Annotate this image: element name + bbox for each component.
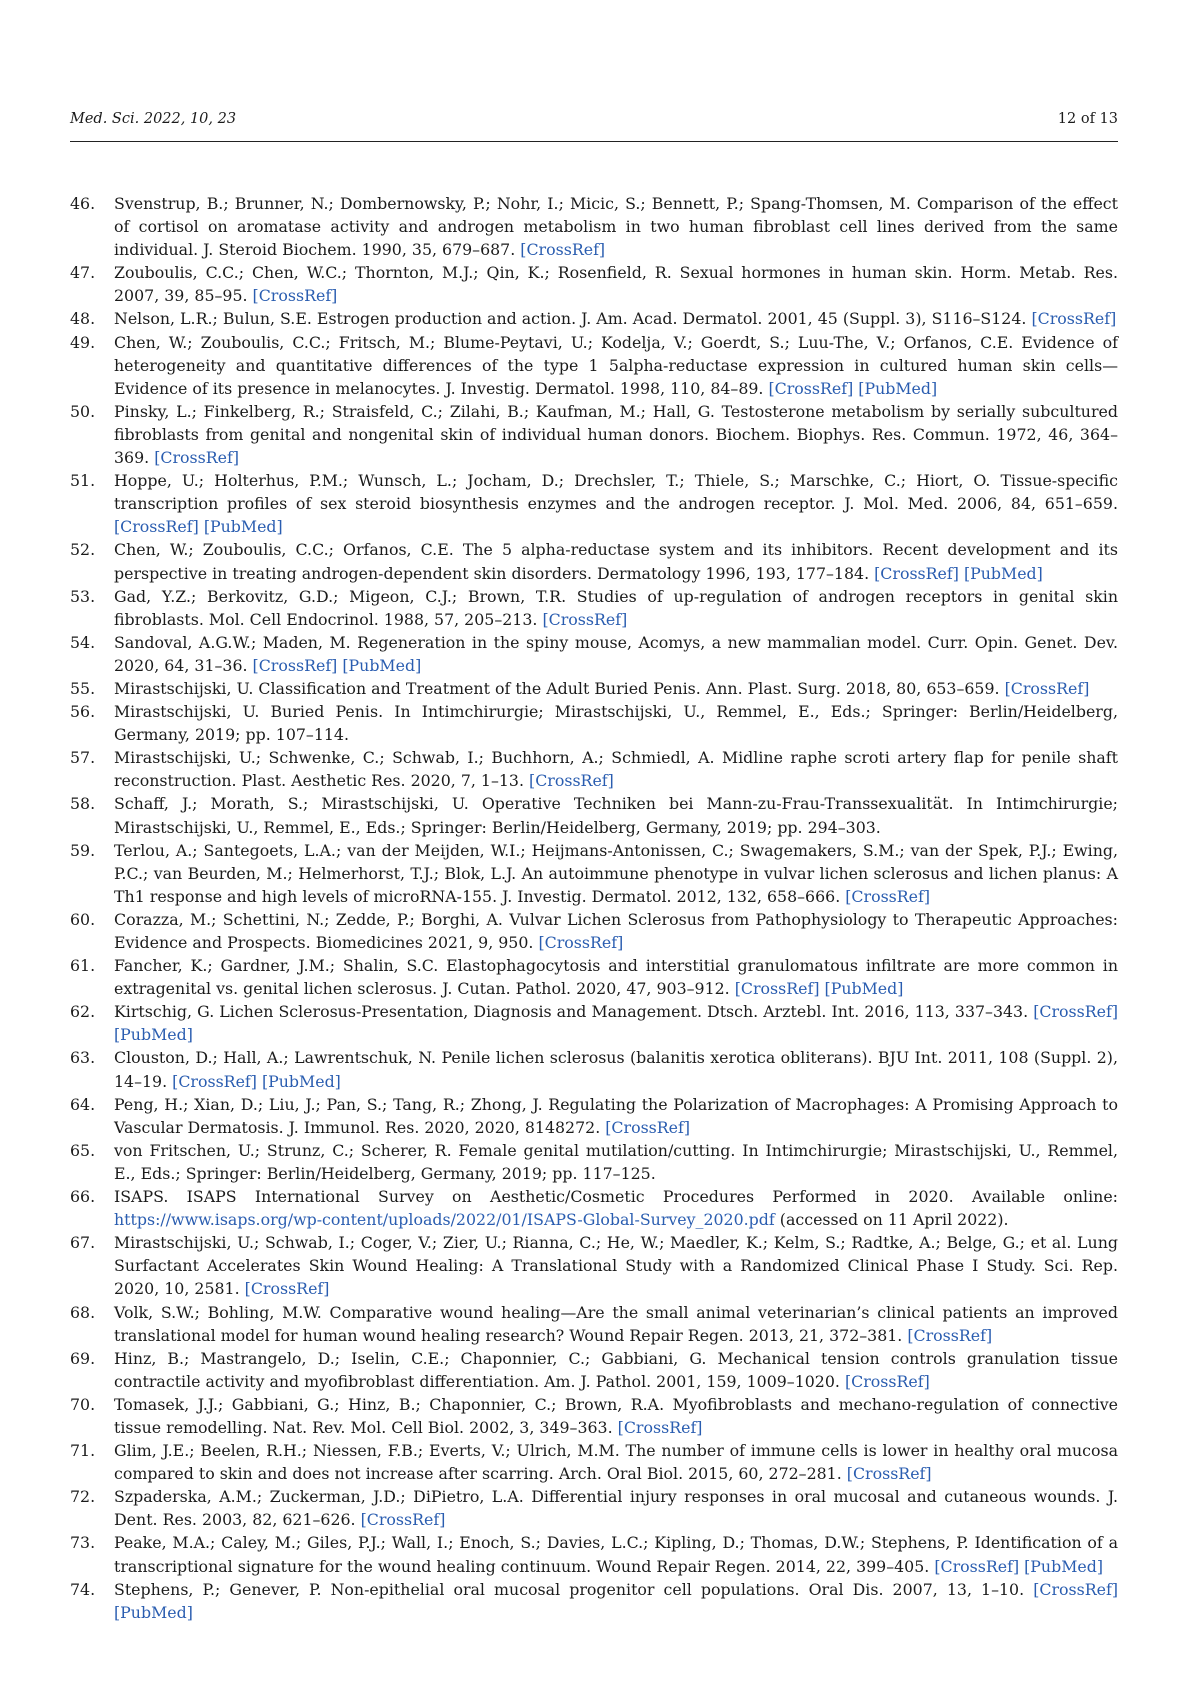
pubmed-link[interactable]: [PubMed] (114, 1602, 193, 1622)
reference-text (114, 585, 1118, 631)
reference-number: 74. (70, 1579, 96, 1599)
reference-citation: Schaff, J.; Morath, S.; Mirastschijski, U. Operative Techniken bei Mann-zu-Frau-Transsexualität. In Intimchirurgie; Mirastschijski, U., Remmel, E., Eds.; Springer: Berlin/Heidelberg, Germany, 2019; pp. 294–303. (114, 794, 1118, 837)
reference-item (70, 908, 1118, 954)
reference-citation: Mirastschijski, U. Buried Penis. In Intimchirurgie; Mirastschijski, U., Remmel, E., Eds.; Springer: Berlin/Heidelberg, Germany, 2019; pp. 107–114. (114, 702, 1118, 745)
reference-number: 63. (70, 1048, 96, 1068)
pubmed-link[interactable]: [PubMed] (342, 655, 422, 675)
crossref-link[interactable]: [CrossRef] (768, 378, 854, 398)
reference-text (114, 700, 1118, 746)
reference-citation: Terlou, A.; Santegoets, L.A.; van der Meijden, W.I.; Heijmans-Antonissen, C.; Swagemakers, S.M.; van der Spek, P.J.; Ewing, P.C.; van Beurden, M.; Helmerhorst, T.J.; Blok, L.J. An autoimmune phenotype in vulvar lichen sclerosus and lichen planus: A Th1 response and high levels of microRNA-155. J. Investig. Dermatol. 2012, 132, 658–666. (114, 840, 1118, 906)
reference-item (70, 1301, 1118, 1347)
reference-citation: Chen, W.; Zouboulis, C.C.; Orfanos, C.E. The 5 alpha-reductase system and its inhibitors. Recent development and its perspective in treating androgen-dependent skin disorders. Dermatology 1996, 193, 177–184. (114, 540, 1118, 583)
reference-citation: Szpaderska, A.M.; Zuckerman, J.D.; DiPietro, L.A. Differential injury responses in oral mucosal and cutaneous wounds. J. Dent. Res. 2003, 82, 621–626. (114, 1487, 1118, 1530)
reference-item (70, 1439, 1118, 1485)
reference-text (114, 1000, 1118, 1046)
reference-item (70, 746, 1118, 792)
reference-text (114, 400, 1118, 469)
reference-item (70, 1185, 1118, 1231)
crossref-link[interactable]: [CrossRef] (520, 240, 606, 260)
crossref-link[interactable]: [CrossRef] (252, 286, 338, 306)
reference-text (114, 307, 1118, 330)
reference-url-link[interactable]: https://www.isaps.org/wp-content/uploads/2022/01/ISAPS-Global-Survey_2020.pdf (114, 1210, 775, 1230)
reference-citation: Nelson, L.R.; Bulun, S.E. Estrogen production and action. J. Am. Acad. Dermatol. 2001, 45 (Suppl. 3), S116–S124. (114, 309, 1027, 329)
reference-citation: Fancher, K.; Gardner, J.M.; Shalin, S.C. Elastophagocytosis and interstitial granulomatous infiltrate are more common in extragenital vs. genital lichen sclerosus. J. Cutan. Pathol. 2020, 47, 903–912. (114, 956, 1118, 999)
reference-text (114, 1046, 1118, 1092)
reference-number: 69. (70, 1348, 96, 1368)
reference-number: 59. (70, 840, 96, 860)
reference-number: 51. (70, 471, 96, 491)
reference-number: 67. (70, 1233, 96, 1253)
reference-citation: Tomasek, J.J.; Gabbiani, G.; Hinz, B.; Chaponnier, C.; Brown, R.A. Myofibroblasts and mechano-regulation of connective tissue remodelling. Nat. Rev. Mol. Cell Biol. 2002, 3, 349–363. (114, 1394, 1118, 1437)
reference-citation: Zouboulis, C.C.; Chen, W.C.; Thornton, M.J.; Qin, K.; Rosenfield, R. Sexual hormones in human skin. Horm. Metab. Res. 2007, 39, 85–95. (114, 263, 1118, 306)
pubmed-link[interactable]: [PubMed] (858, 378, 938, 398)
reference-citation: von Fritschen, U.; Strunz, C.; Scherer, R. Female genital mutilation/cutting. In Intimchirurgie; Mirastschijski, U., Remmel, E., Eds.; Springer: Berlin/Heidelberg, Germany, 2019; pp. 117–125. (114, 1140, 1118, 1183)
reference-number: 49. (70, 332, 96, 352)
reference-text (114, 261, 1118, 307)
reference-item (70, 469, 1118, 538)
crossref-link[interactable]: [CrossRef] (154, 448, 239, 468)
pubmed-link[interactable]: [PubMed] (1024, 1556, 1104, 1576)
reference-item (70, 1000, 1118, 1046)
pubmed-link[interactable]: [PubMed] (203, 517, 283, 537)
reference-text (114, 908, 1118, 954)
reference-number: 68. (70, 1302, 96, 1322)
crossref-link[interactable]: [CrossRef] (244, 1279, 330, 1299)
reference-citation: Pinsky, L.; Finkelberg, R.; Straisfeld, C.; Zilahi, B.; Kaufman, M.; Hall, G. Testosterone metabolism by serially subcultured fibroblasts from genital and nongenital skin of individual human donors. Biochem. Biophys. Res. Commun. 1972, 46, 364–369. (114, 401, 1118, 468)
reference-number: 72. (70, 1487, 96, 1507)
reference-item (70, 261, 1118, 307)
reference-item (70, 585, 1118, 631)
reference-text (114, 469, 1118, 538)
crossref-link[interactable]: [CrossRef] (907, 1325, 993, 1345)
reference-number: 58. (70, 794, 96, 814)
reference-text (114, 538, 1118, 584)
reference-item (70, 954, 1118, 1000)
reference-citation: Volk, S.W.; Bohling, M.W. Comparative wound healing—Are the small animal veterinarian’s clinical patients an improved translational model for human wound healing research? Wound Repair Regen. 2013, 21, 372–381. (114, 1302, 1118, 1345)
reference-number: 46. (70, 194, 96, 213)
crossref-link[interactable]: [CrossRef] (846, 1464, 932, 1484)
crossref-link[interactable]: [CrossRef] (542, 609, 628, 629)
reference-item (70, 331, 1118, 400)
reference-number: 56. (70, 702, 96, 722)
reference-citation: Corazza, M.; Schettini, N.; Zedde, P.; Borghi, A. Vulvar Lichen Sclerosus from Pathophysiology to Therapeutic Approaches: Evidence and Prospects. Biomedicines 2021, 9, 950. (114, 909, 1118, 952)
reference-number: 64. (70, 1094, 96, 1114)
crossref-link[interactable]: [CrossRef] (538, 933, 624, 952)
reference-citation: Mirastschijski, U.; Schwab, I.; Coger, V.; Zier, U.; Rianna, C.; He, W.; Maedler, K.; Kelm, S.; Radtke, A.; Belge, G.; et al. Lung Surfactant Accelerates Skin Wound Healing: A Translational Study with a Randomized Clinical Phase I Study. Sci. Rep. 2020, 10, 2581. (114, 1233, 1118, 1299)
reference-item (70, 1093, 1118, 1139)
reference-text (114, 192, 1118, 261)
reference-citation: Svenstrup, B.; Brunner, N.; Dombernowsky, P.; Nohr, I.; Micic, S.; Bennett, P.; Spang-Thomsen, M. Comparison of the effect of cortisol on aromatase activity and androgen metabolism in two human fibroblast cell lines derived from the same individual. J. Steroid Biochem. 1990, 35, 679–687. (114, 194, 1118, 260)
page-header (70, 111, 1118, 142)
reference-number: 57. (70, 748, 96, 768)
pubmed-link[interactable]: [PubMed] (261, 1071, 341, 1091)
crossref-link[interactable]: [CrossRef] (734, 979, 820, 999)
reference-number: 55. (70, 678, 96, 698)
reference-text (114, 631, 1118, 677)
reference-text (114, 1578, 1118, 1624)
reference-text (114, 1347, 1118, 1393)
reference-text (114, 1231, 1118, 1300)
crossref-link[interactable]: [CrossRef] (360, 1510, 446, 1530)
reference-item (70, 700, 1118, 746)
reference-number: 70. (70, 1394, 96, 1414)
crossref-link[interactable]: [CrossRef] (617, 1417, 703, 1437)
pubmed-link[interactable]: [PubMed] (963, 563, 1043, 583)
reference-number: 52. (70, 540, 96, 560)
crossref-link[interactable]: [CrossRef] (252, 655, 338, 675)
reference-citation: Mirastschijski, U. Classification and Treatment of the Adult Buried Penis. Ann. Plast. Surg. 2018, 80, 653–659. (114, 678, 1000, 698)
reference-item (70, 400, 1118, 469)
reference-item (70, 192, 1118, 261)
reference-text (114, 1531, 1118, 1577)
crossref-link[interactable]: [CrossRef] (114, 517, 199, 537)
reference-citation: Kirtschig, G. Lichen Sclerosus-Presentation, Diagnosis and Management. Dtsch. Arztebl. Int. 2016, 113, 337–343. (114, 1002, 1029, 1022)
reference-text (114, 746, 1118, 792)
reference-text (114, 1393, 1118, 1439)
reference-text (114, 1439, 1118, 1485)
reference-text (114, 331, 1118, 400)
crossref-link[interactable]: [CrossRef] (1033, 1579, 1118, 1599)
reference-item (70, 1578, 1118, 1624)
reference-number: 53. (70, 586, 96, 606)
reference-item (70, 1485, 1118, 1531)
reference-item (70, 1046, 1118, 1092)
reference-number: 71. (70, 1441, 96, 1461)
reference-number: 47. (70, 263, 96, 283)
reference-citation: Peake, M.A.; Caley, M.; Giles, P.J.; Wall, I.; Enoch, S.; Davies, L.C.; Kipling, D.; Thomas, D.W.; Stephens, P. Identification of a transcriptional signature for the wound healing continuum. Wound Repair Regen. 2014, 22, 399–405. (114, 1533, 1118, 1576)
page-number: 12 of 13 (1057, 111, 1118, 127)
reference-access-date: (accessed on 11 April 2022). (779, 1210, 1009, 1230)
reference-list (70, 192, 1118, 1624)
reference-citation: ISAPS. ISAPS International Survey on Aesthetic/Cosmetic Procedures Performed in 2020. Available online: (114, 1187, 1118, 1207)
crossref-link[interactable]: [CrossRef] (845, 886, 931, 906)
reference-item (70, 792, 1118, 838)
crossref-link[interactable]: [CrossRef] (874, 563, 959, 583)
reference-text (114, 1301, 1118, 1347)
crossref-link[interactable]: [CrossRef] (1004, 678, 1090, 698)
reference-number: 61. (70, 956, 96, 976)
pubmed-link[interactable]: [PubMed] (824, 979, 904, 999)
pubmed-link[interactable]: [PubMed] (114, 1025, 193, 1045)
reference-citation: Hinz, B.; Mastrangelo, D.; Iselin, C.E.; Chaponnier, C.; Gabbiani, G. Mechanical tension controls granulation tissue contractile activity and myofibroblast differentiation. Am. J. Pathol. 2001, 159, 1009–1020. (114, 1348, 1118, 1391)
reference-text (114, 1185, 1118, 1231)
reference-item (70, 538, 1118, 584)
reference-citation: Gad, Y.Z.; Berkovitz, G.D.; Migeon, C.J.; Brown, T.R. Studies of up-regulation of androgen receptors in genital skin fibroblasts. Mol. Cell Endocrinol. 1988, 57, 205–213. (114, 586, 1118, 629)
reference-item (70, 839, 1118, 908)
reference-citation: Mirastschijski, U.; Schwenke, C.; Schwab, I.; Buchhorn, A.; Schmiedl, A. Midline raphe scroti artery flap for penile shaft reconstruction. Plast. Aesthetic Res. 2020, 7, 1–13. (114, 748, 1118, 791)
reference-number: 60. (70, 909, 96, 929)
reference-item (70, 631, 1118, 677)
crossref-link[interactable]: [CrossRef] (172, 1071, 257, 1091)
crossref-link[interactable]: [CrossRef] (529, 771, 614, 791)
crossref-link[interactable]: [CrossRef] (1033, 1002, 1118, 1022)
reference-text (114, 792, 1118, 838)
crossref-link[interactable]: [CrossRef] (1031, 309, 1117, 329)
reference-text (114, 1093, 1118, 1139)
reference-citation: Hoppe, U.; Holterhus, P.M.; Wunsch, L.; Jocham, D.; Drechsler, T.; Thiele, S.; Marschke, C.; Hiort, O. Tissue-specific transcription profiles of sex steroid biosynthesis enzymes and the androgen receptor. J. Mol. Med. 2006, 84, 651–659. (114, 471, 1118, 514)
reference-item (70, 1347, 1118, 1393)
reference-text (114, 677, 1118, 700)
crossref-link[interactable]: [CrossRef] (844, 1371, 930, 1391)
reference-number: 66. (70, 1187, 96, 1207)
reference-item (70, 677, 1118, 700)
reference-number: 48. (70, 309, 96, 329)
crossref-link[interactable]: [CrossRef] (934, 1556, 1020, 1576)
reference-text (114, 839, 1118, 908)
reference-text (114, 1485, 1118, 1531)
reference-citation: Stephens, P.; Genever, P. Non-epithelial oral mucosal progenitor cell populations. Oral Dis. 2007, 13, 1–10. (114, 1579, 1025, 1599)
reference-number: 65. (70, 1140, 96, 1160)
reference-item (70, 1531, 1118, 1577)
reference-item (70, 307, 1118, 330)
reference-item (70, 1393, 1118, 1439)
reference-citation: Glim, J.E.; Beelen, R.H.; Niessen, F.B.; Everts, V.; Ulrich, M.M. The number of immune cells is lower in healthy oral mucosa compared to skin and does not increase after scarring. Arch. Oral Biol. 2015, 60, 272–281. (114, 1441, 1118, 1484)
reference-citation: Clouston, D.; Hall, A.; Lawrentschuk, N. Penile lichen sclerosus (balanitis xerotica obliterans). BJU Int. 2011, 108 (Suppl. 2), 14–19. (114, 1048, 1118, 1091)
reference-citation: Sandoval, A.G.W.; Maden, M. Regeneration in the spiny mouse, Acomys, a new mammalian model. Curr. Opin. Genet. Dev. 2020, 64, 31–36. (114, 632, 1118, 675)
crossref-link[interactable]: [CrossRef] (605, 1117, 691, 1137)
reference-text (114, 954, 1118, 1000)
journal-citation: Med. Sci. 2022, 10, 23 (70, 111, 237, 127)
reference-number: 73. (70, 1533, 96, 1553)
reference-citation: Chen, W.; Zouboulis, C.C.; Fritsch, M.; Blume-Peytavi, U.; Kodelja, V.; Goerdt, S.; Luu-The, V.; Orfanos, C.E. Evidence of heterogeneity and quantitative differences of the type 1 5alpha-reductase expression in cultured human skin cells—Evidence of its presence in melanocytes. J. Investig. Dermatol. 1998, 110, 84–89. (114, 332, 1118, 398)
reference-item (70, 1231, 1118, 1300)
reference-number: 50. (70, 401, 96, 421)
reference-citation: Peng, H.; Xian, D.; Liu, J.; Pan, S.; Tang, R.; Zhong, J. Regulating the Polarization of Macrophages: A Promising Approach to Vascular Dermatosis. J. Immunol. Res. 2020, 2020, 8148272. (114, 1094, 1118, 1137)
reference-number: 62. (70, 1002, 96, 1022)
reference-text (114, 1139, 1118, 1185)
reference-number: 54. (70, 632, 96, 652)
reference-item (70, 1139, 1118, 1185)
